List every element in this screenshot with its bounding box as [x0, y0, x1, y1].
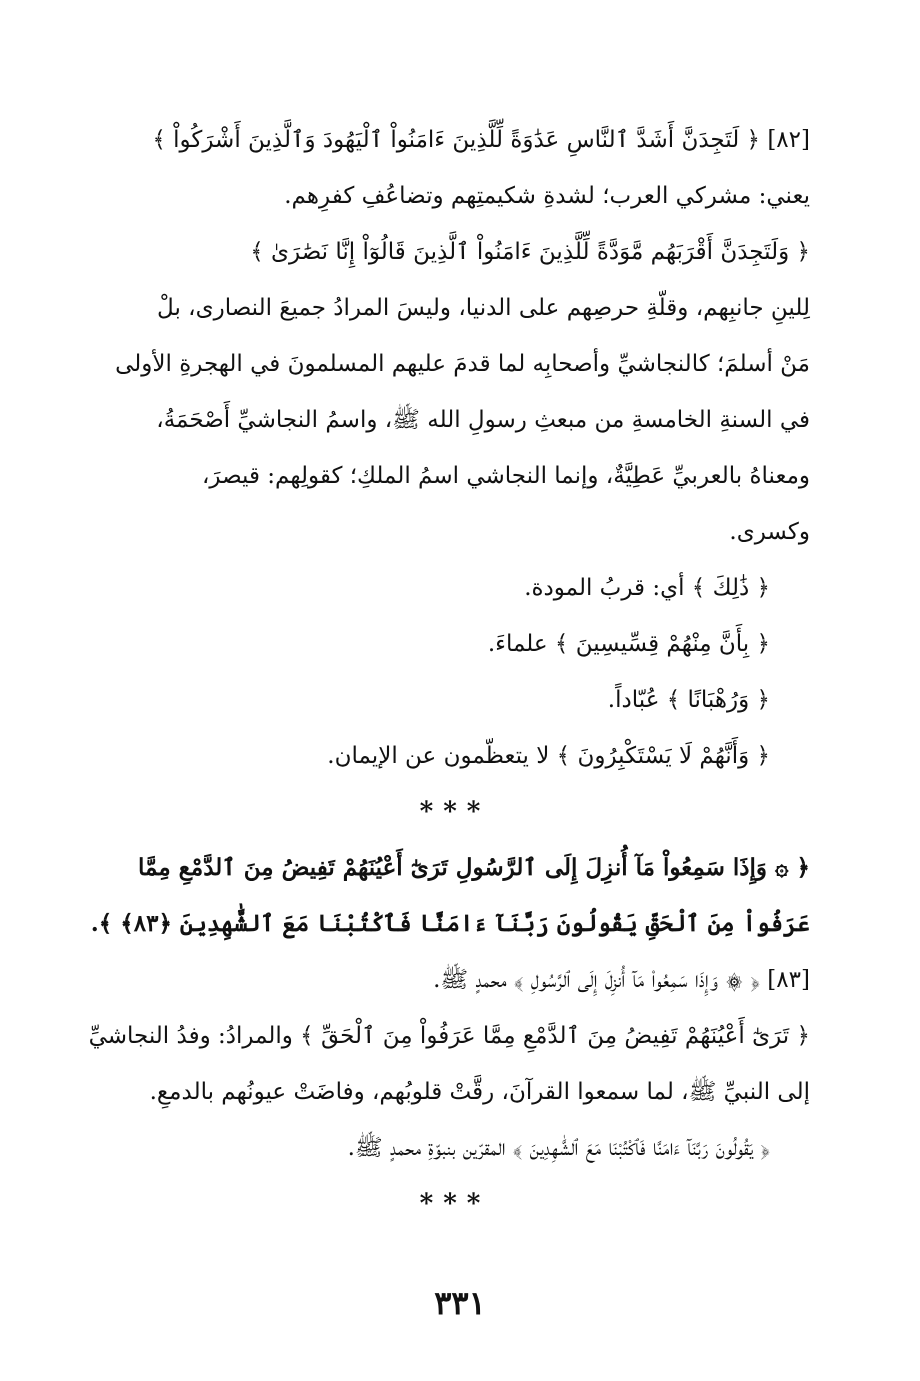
commentary-line: ﴿ وَرُهْبَانًا ﴾ عُبّاداً.: [607, 687, 770, 713]
commentary-line: ﴿ يَقُولُونَ رَبَّنَآ ءَامَنَّا فَٱكْتُبْنَا مَعَ ٱلشَّٰهِدِينَ ﴾ المقرّين بنبوّةِ محمدٍ ﷺ.: [347, 1135, 770, 1161]
commentary-line: مَنْ أسلمَ؛ كالنجاشيِّ وأصحابِه لما قدمَ عليهم المسلمونَ في الهجرةِ الأولى: [115, 351, 810, 377]
page-body: [88, 112, 810, 1232]
commentary-line: ﴿ بِأَنَّ مِنْهُمْ قِسِّيسِينَ ﴾ علماءَ.: [487, 631, 770, 657]
commentary-line: ﴿ وَلَتَجِدَنَّ أَقْرَبَهُم مَّوَدَّةً لِّلَّذِينَ ءَامَنُواْ ٱلَّذِينَ قَالُوٓاْ إِنَّا نَصَٰرَىٰ ﴾: [250, 239, 810, 265]
commentary-line: ومعناهُ بالعربيِّ عَطِيَّةٌ، وإنما النجاشي اسمُ الملكِ؛ كقولِهم: قيصرَ،: [201, 463, 810, 489]
commentary-line: ﴿ وَأَنَّهُمْ لَا يَسْتَكْبِرُونَ ﴾ لا يتعظّمون عن الإيمان.: [327, 743, 770, 769]
commentary-line: لِلينِ جانبِهم، وقلّةِ حرصِهم على الدنيا، وليسَ المرادُ جميعَ النصارى، بلْ: [157, 295, 810, 321]
commentary-line: [٨٢] ﴿ لَتَجِدَنَّ أَشَدَّ ٱلنَّاسِ عَدَٰوَةً لِّلَّذِينَ ءَامَنُواْ ٱلْيَهُودَ وَٱلَّذِينَ أَشْرَكُواْ ﴾: [152, 127, 810, 153]
quran-verse-line: عَرَفُواْ مِنَ ٱلْحَقِّ يَقُولُونَ رَبَّنَآ ءَامَنَّا فَٱكْتُبْنَا مَعَ ٱلشَّٰهِدِينَ ﴿٨٣﴾ ﴾.: [90, 910, 810, 937]
section-separator: ***: [419, 797, 491, 827]
commentary-line: إلى النبيِّ ﷺ، لما سمعوا القرآنَ، رقَّتْ قلوبُهم، وفاضَتْ عيونُهم بالدمعِ.: [149, 1079, 810, 1105]
commentary-line: ﴿ ذَٰلِكَ ﴾ أي: قربُ المودة.: [524, 575, 770, 601]
page-number: ٣٣١: [434, 1284, 486, 1322]
commentary-line: يعني: مشركي العرب؛ لشدةِ شكيمتِهم وتضاعُفِ كفرِهم.: [284, 183, 810, 209]
commentary-line: في السنةِ الخامسةِ من مبعثِ رسولِ الله ﷺ، واسمُ النجاشيِّ أَصْحَمَةُ،: [156, 407, 810, 433]
quran-verse-line: ﴿ ۞ وَإِذَا سَمِعُواْ مَآ أُنزِلَ إِلَى ٱلرَّسُولِ تَرَىٰٓ أَعْيُنَهُمْ تَفِيضُ مِنَ ٱلدَّمْعِ مِمَّا: [138, 854, 810, 881]
commentary-line: ﴿ تَرَىٰٓ أَعْيُنَهُمْ تَفِيضُ مِنَ ٱلدَّمْعِ مِمَّا عَرَفُواْ مِنَ ٱلْحَقِّ ﴾ والمرادُ: وفدُ النجاشيِّ: [88, 1023, 810, 1049]
commentary-line: وكسرى.: [729, 519, 810, 545]
section-separator: ***: [419, 1189, 491, 1219]
commentary-line: [٨٣] ﴿ ۞ وَإِذَا سَمِعُواْ مَآ أُنزِلَ إِلَى ٱلرَّسُولِ ﴾ محمدٍ ﷺ.: [433, 967, 810, 993]
